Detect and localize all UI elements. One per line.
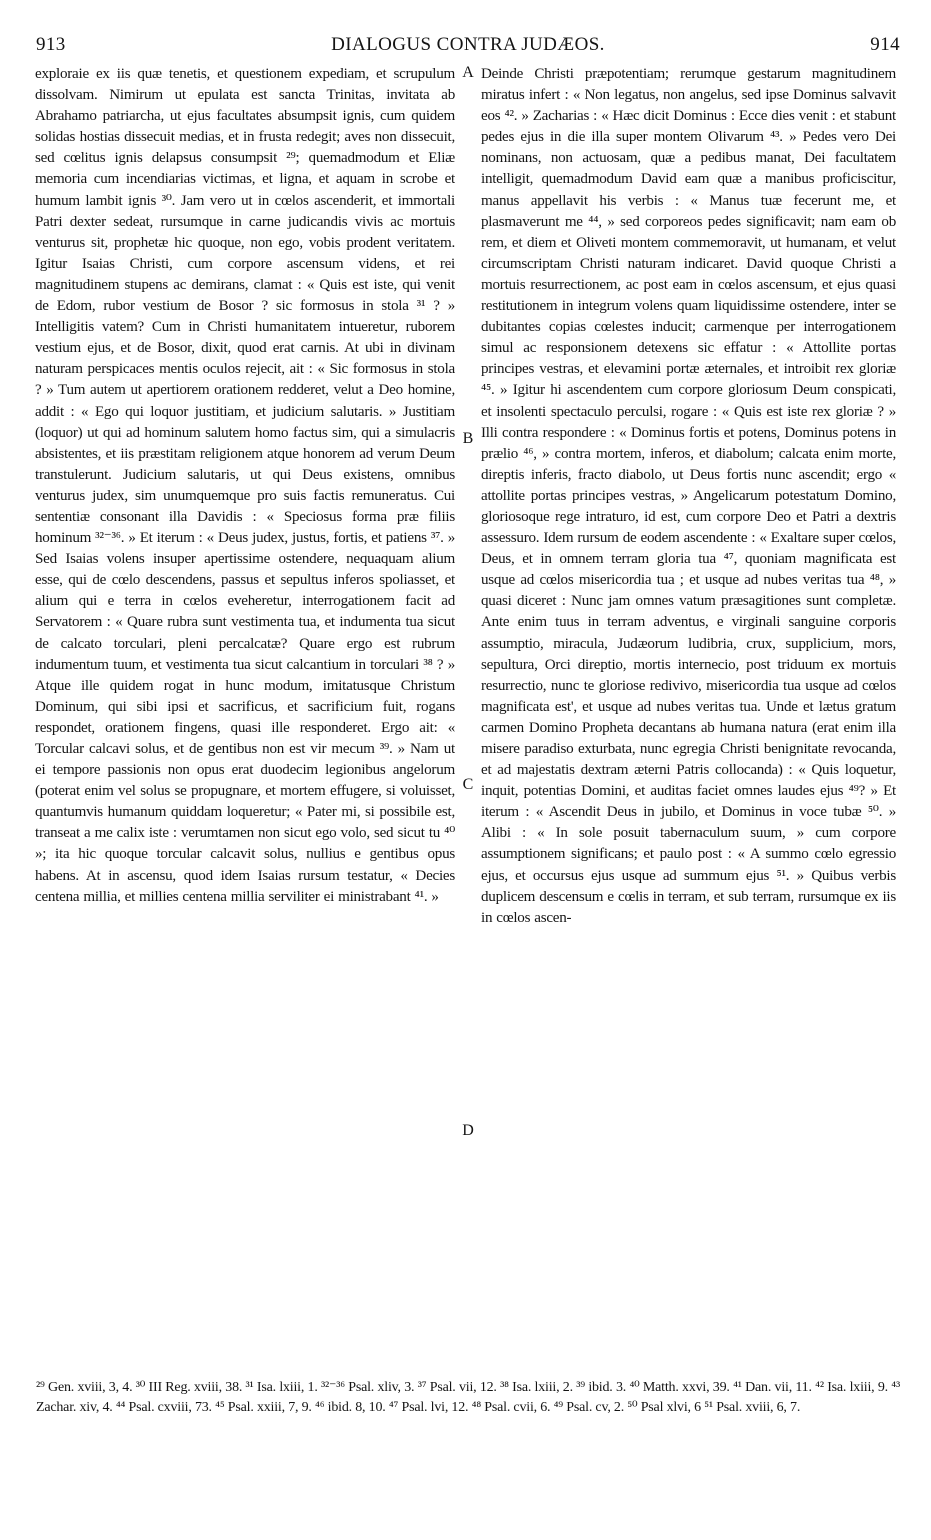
section-marker-a: A bbox=[462, 64, 474, 81]
text-column-left: exploraie ex iis quæ tenetis, et questionem expediam, et scrupulum dissolvam. Nimirum ut epulata est sancta Trinitas, invitata ab Abrahamo patriarcha, ut ejus facultates absumpsit ignis, cum quidem solidas hostias dissecuit medias, et in frusta redegit; aves non dissecuit, sed cœlitus ignis delapsus consumpsit ²⁹; quemadmodum et Eliæ memoria cum incendiarias victimas, et ligna, et aquam in scrobe et humum lambit ignis ³⁰. Jam vero ut in cœlos ascenderit, et immortali Patri dexter sedeat, rursumque in carne judicandis vivis ac mortuis venturus sit, prophetæ hic quoque, non ego, vobis prodent veritatem. Igitur Isaias Christi, cum corpore ascensum videns, et rei magnitudinem stupens ac demirans, clamat : « Quis est iste, qui venit de Edom, rubor vestium de Bosor ? sic formosus in stola ³¹ ? » Intelligitis vatem? Cum in Christi humanitatem intueretur, ruborem vestium ejus, et de Bosor, dixit, quod erat carnis. At ubi in divinam naturam perspicaces mentis oculos rejecit, ait : « Sic formosus in stola ? » Tum autem ut apertiorem orationem redderet, velut a Deo homine, addit : « Ego qui loquor justitiam, et judicium salutaris. » Justitiam (loquor) ut qui ad hominum salutem homo factus sim, qui a simulacris absistentes, et iis præstitam religionem atque honorem ad verum Deum transtulerunt. Judicium salutaris, ut qui Deus existens, omnibus venturus judex, sim unumquemque pro suis factis remuneratus. Cui sententiæ consonant illa Davidis : « Speciosus forma præ filiis hominum ³²⁻³⁶. » Et iterum : « Deus judex, justus, fortis, et patiens ³⁷. » Sed Isaias volens insuper apertissime ostendere, nequaquam alium esse, qui de cœlo descendens, passus et sepultus inferos spoliasset, et alium qui e terra in cœlos eveheretur, interrogationem facit ad Servatorem : « Quare rubra sunt vestimenta tua, et indumenta tua sicut de calcato torculari, pleni percalcatæ? Quare ergo est rubrum indumentum tuum, et vestimenta tua sicut calcantium in torculari ³⁸ ? » Atque ille quidem rogat in hunc modum, imitatusque Christum Dominum, qui sibi ipsi et sacrificus, et sacrificium fuit, rogans respondet, orationem fingens, quasi ille responderet. Ergo ait: « Torcular calcavi solus, et de gentibus non est vir mecum ³⁹. » Nam ut ei tempore passionis non opus erat duodecim legionibus angelorum (poterat enim vel solus se propugnare, et mortem effugere, si voluisset, quantumvis humanum quiddam loqueretur; « Pater mi, si possibile est, transeat a me calix iste : verumtamen non sicut ego volo, sed sicut tu ⁴⁰ »; ita hic quoque torcular calcavit solus, nullius e gentibus opus habens. At in ascensu, quod idem Isaias rursum testatur, « Decies centena millia, et millies centena millia serviliter ei ministrabant ⁴¹. » bbox=[35, 66, 455, 905]
page-number-left: 913 bbox=[36, 34, 66, 55]
text-column-right: Deinde Christi præpotentiam; rerumque gestarum magnitudinem miratus infert : « Non legatus, non angelus, sed ipse Dominus salvavit eos ⁴². » Zacharias : « Hæc dicit Dominus : Ecce dies venit : et stabunt pedes ejus in die illa super montem Olivarum ⁴³. » Pedes vero Dei nominans, non actuosam, quæ a pedibus manat, Dei facultatem intelligit, quemadmodum David eam quæ a manibus proficiscitur, manus appellavit his verbis : « Manus tuæ fecerunt me, et plasmaverunt me ⁴⁴, » sed corporeos pedes significavit; nam eam ob rem, et diem et Oliveti montem commemoravit, ut humanam, et velut circumscriptam Christi naturam indicaret. David quoque Christi a mortuis resurrectionem, ac post eam in cœlos ascensum, et ejus quasi restitutionem in integrum volens quam liquidissime ostendere, inter se dubitantes copias cœlestes inducit; carmenque per interrogationem simul ac responsionem detexens sic effatur : « Attollite portas principes vestras, et elevamini portæ æternales, et introibit rex gloriæ ⁴⁵. » Igitur hi ascendentem cum corpore gloriosum Deum conspicati, et insolenti spectaculo perculsi, rogare : « Quis est iste rex gloriæ ? » Illi contra respondere : « Dominus fortis et potens, Dominus potens in prælio ⁴⁶, » contra mortem, inferos, et diabolum; calcata enim morte, direptis inferis, fracto diabolo, ut Deus fortis nunc ascendit; ergo « attollite portas principes vestras, » Angelicarum potestatum Domino, gloriosoque rege intraturo, id est, cum corpore Deo et Patri a dextris assessuro. Idem rursum de eodem ascendente : « Exaltare super cœlos, Deus, et in omnem terram gloria tua ⁴⁷, quoniam magnificata est usque ad cœlos misericordia tua ; et usque ad nubes veritas tua ⁴⁸, » quasi diceret : Nunc jam omnes vatum præsagitiones sunt completæ. Ante enim tuus in terram adventus, e virginali sanguine corporis assumptio, miracula, Judæorum ludibria, crux, supplicium, mors, sepultura, Orci direptio, mortis internecio, post triduum ex mortuis resurrectio, nunc te gloriose redivivo, misericordia tua usque ad cœlos magnificata est', et usque ad nubes veritas tua. Unde et lætus gratum carmen Domino Propheta decantans ab humana natura (erat enim illa misere paradiso exturbata, nunc egregia Christi benignitate revocanda, et ad majestatis dextram æterni Patris collocanda) : « Quis loquetur, inquit, potentias Domini, et auditas faciet omnes laudes ejus ⁴⁹? » Et iterum : « Ascendit Deus in jubilo, et Dominus in voce tubæ ⁵⁰. » Alibi : « In sole posuit tabernaculum suum, » cum corpore assumptionem significans; et paulo post : « A summo cœlo egressio ejus, et occursus ejus usque ad summum ejus ⁵¹. » Quibus verbis duplicem descensum e cœlis in terram, et sub terram, rursumque ex iis in cœlos ascen- bbox=[481, 66, 896, 926]
footnotes: ²⁹ Gen. xviii, 3, 4. ³⁰ III Reg. xviii, 38. ³¹ Isa. lxiii, 1. ³²⁻³⁶ Psal. xliv, 3. ³⁷ Psal. vii, 12. ³⁸ Isa. lxiii, 2. ³⁹ ibid. 3. ⁴⁰ Matth. xxvi, 39. ⁴¹ Dan. vii, 11. ⁴² Isa. lxiii, 9. ⁴³ Zachar. xiv, 4. ⁴⁴ Psal. cxviii, 73. ⁴⁵ Psal. xxiii, 7, 9. ⁴⁶ ibid. 8, 10. ⁴⁷ Psal. lvi, 12. ⁴⁸ Psal. cvii, 6. ⁴⁹ Psal. cv, 2. ⁵⁰ Psal xlvi, 6 ⁵¹ Psal. xviii, 6, 7. bbox=[36, 1380, 900, 1415]
section-marker-b: B bbox=[462, 430, 474, 447]
page-number-right: 914 bbox=[870, 34, 900, 55]
running-header bbox=[36, 34, 900, 60]
section-marker-c: C bbox=[462, 776, 474, 793]
section-marker-d: D bbox=[462, 1122, 474, 1139]
running-title: DIALOGUS CONTRA JUDÆOS. bbox=[331, 34, 605, 55]
